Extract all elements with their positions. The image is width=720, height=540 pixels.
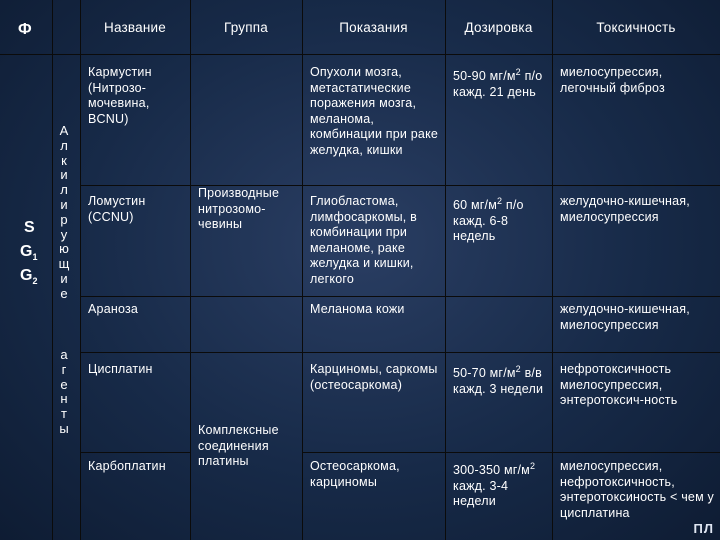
platinum-divider (190, 352, 302, 353)
side-letter: ю (59, 241, 69, 257)
side-letter: р (60, 211, 68, 227)
row-aranoza-toxicity: желудочно-кишечная, миелосупрессия (560, 302, 690, 332)
phase-g2: $G_2$ (20, 267, 38, 287)
watermark-logo: ПЛ (693, 521, 714, 536)
row-divider-3 (80, 352, 720, 353)
row-divider-1 (80, 185, 720, 186)
side-letter: у (60, 226, 68, 242)
row-divider-2 (80, 296, 720, 297)
col-divider-3 (302, 0, 303, 540)
header-indications: Показания (339, 20, 408, 35)
side-letter: к (61, 152, 67, 168)
row-carboplatin-indications: Остеосаркома, карциномы (310, 459, 400, 489)
side-label-agents (53, 348, 75, 437)
col-divider-2 (190, 0, 191, 540)
row-lomustine-indications: Глиобластома, лимфосаркомы, в комбинации при меланоме, раке желудка и кишки, легкого (310, 194, 417, 286)
side-letter: щ (58, 256, 70, 272)
header-phase: Ф (18, 21, 32, 38)
row-carmustine-toxicity: миелосупрессия, легочный фиброз (560, 65, 665, 95)
group-nitrosourea: Производные нитрозомо-чевины (198, 186, 280, 231)
row-cisplatin-dosage: 50-70 $мг/м^2$ в/в кажд. 3 недели (453, 364, 544, 396)
side-letter: и (60, 167, 68, 183)
row-cisplatin-toxicity: нефротоксичность миелосупрессия, энтеротоксич-ность (560, 362, 678, 407)
row-lomustine-toxicity: желудочно-кишечная, миелосупрессия (560, 194, 690, 224)
row-carmustine-name: Кармустин (Нитрозо-мочевина, BCNU) (88, 65, 152, 126)
side-letter: ы (59, 420, 69, 436)
row-lomustine-dosage: 60 $мг/м^2$ п/о кажд. 6-8 недель (453, 196, 524, 244)
side-letter: г (61, 361, 67, 377)
group-platinum: Комплексные соединения платины (198, 423, 279, 468)
col-divider-5 (552, 0, 553, 540)
side-letter: л (60, 137, 68, 153)
col-divider-1 (80, 0, 81, 540)
side-letter: и (60, 270, 68, 286)
header-toxicity: Токсичность (596, 20, 676, 35)
row-carboplatin-name: Карбоплатин (88, 459, 166, 473)
row-lomustine-name: Ломустин (CCNU) (88, 194, 146, 224)
phase-s: S (24, 219, 35, 236)
side-letter: е (60, 376, 68, 392)
row-cisplatin-indications: Карциномы, саркомы (остеосаркома) (310, 362, 438, 392)
side-letter: и (60, 196, 68, 212)
header-dosage: Дозировка (464, 20, 533, 35)
row-carboplatin-toxicity: миелосупрессия, нефротоксичность, энтеротоксиность < чем у цисплатина (560, 459, 714, 520)
header-divider (0, 54, 720, 55)
row-divider-4b (302, 452, 720, 453)
side-letter: а (60, 347, 68, 362)
header-name: Название (104, 20, 166, 35)
side-letter: т (61, 406, 67, 422)
row-carboplatin-dosage: 300-350 $мг/м^2$ кажд. 3-4 недели (453, 461, 536, 509)
row-aranoza-name: Араноза (88, 302, 139, 316)
row-carmustine-dosage: 50-90 $мг/м^2$ п/о кажд. 21 день (453, 67, 543, 99)
row-aranoza-indications: Меланома кожи (310, 302, 405, 316)
header-group: Группа (224, 20, 268, 35)
row-divider-4 (80, 452, 190, 453)
row-carmustine-indications: Опухоли мозга, метастатические поражения мозга, меланома, комбинации при раке желудка, кишки (310, 65, 439, 157)
side-letter: л (60, 182, 68, 198)
side-letter: н (60, 391, 68, 407)
side-letter: е (60, 285, 68, 301)
side-letter: А (59, 123, 69, 138)
side-label-alkylating (53, 124, 75, 302)
col-divider-4 (445, 0, 446, 540)
phase-g1: $G_1$ (20, 243, 38, 263)
row-cisplatin-name: Цисплатин (88, 362, 153, 376)
